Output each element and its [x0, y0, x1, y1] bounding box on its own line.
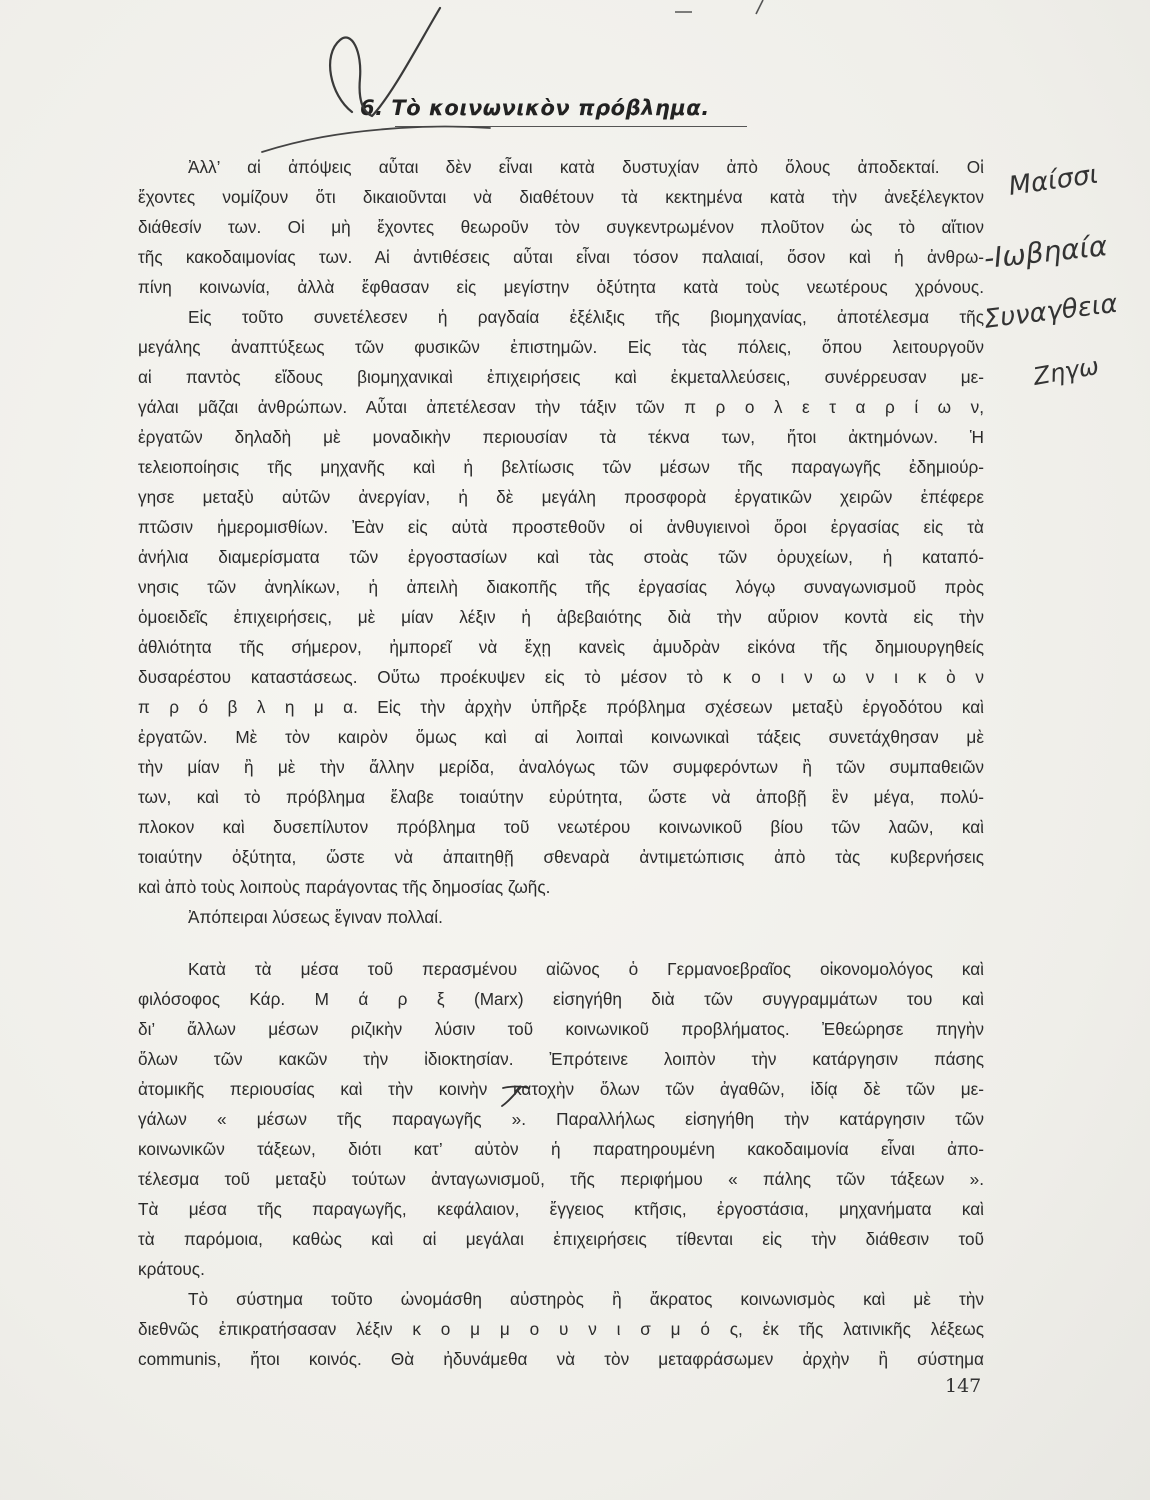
section-title: Τὸ κοινωνικὸν πρόβλημα. [391, 96, 710, 120]
text-line: ἐργατῶν. Μὲ τὸν καιρὸν ὅμως καὶ αἱ λοιπαὶ κοινωνικαὶ τάξεις συνετάχθησαν μὲ [138, 727, 984, 747]
text-line: communis, ἤτοι κοινός. Θὰ ἠδυνάμεθα νὰ τὸν μεταφράσωμεν ἀρχὴν ἢ σύστημα [138, 1349, 984, 1369]
text-line: διάθεσίν των. Οἱ μὴ ἔχοντες θεωροῦν τὸν συγκεντρωμένον πλοῦτον ὡς τὸ αἴτιον [138, 217, 984, 237]
text-line: πτῶσιν ἡμερομισθίων. Ἐὰν εἰς αὐτὰ προστεθοῦν οἱ ἀνθυγιεινοὶ ὅροι ἐργασίας εἰς τὰ [138, 517, 984, 537]
text-line: ὅλων τῶν κακῶν τὴν ἰδιοκτησίαν. Ἐπρότεινε λοιπὸν τὴν κατάργησιν πάσης [138, 1049, 984, 1069]
text-line: ἀνήλια διαμερίσματα τῶν ἐργοστασίων καὶ τὰς στοὰς τῶν ὀρυχείων, ἡ καταπό- [138, 547, 984, 567]
text-line: κράτους. [138, 1259, 205, 1279]
text-line: τελειοποίησις τῆς μηχανῆς καὶ ἡ βελτίωσις τῶν μέσων τῆς παραγωγῆς ἐδημιούρ- [138, 457, 984, 477]
text-line: δυσαρέστου καταστάσεως. Οὕτω προέκυψεν εἰς τὸ μέσον τὸ κ ο ι ν ω ν ι κ ὸ ν [138, 667, 984, 687]
page-number: 147 [945, 1375, 982, 1397]
text-line: ἀτομικῆς περιουσίας καὶ τὴν κοινὴν κατοχὴν ὅλων τῶν ἀγαθῶν, ἰδίᾳ δὲ τῶν με- [138, 1079, 984, 1099]
text-line: γησε μεταξὺ αὐτῶν ἀνεργίαν, ἡ δὲ μεγάλη προσφορὰ ἐργατικῶν χειρῶν ἐπέφερε [138, 487, 984, 507]
paragraph-gap [138, 932, 984, 954]
text-line: φιλόσοφος Κάρ. Μ ά ρ ξ (Marx) εἰσηγήθη διὰ τῶν συγγραμμάτων του καὶ [138, 989, 984, 1009]
text-line: τὴν μίαν ἢ μὲ τὴν ἄλλην μερίδα, ἀναλόγως τῶν συμφερόντων ἢ τῶν συμπαθειῶν [138, 757, 984, 777]
text-line: πίνη κοινωνία, ἀλλὰ ἔφθασαν εἰς μεγίστην ὀξύτητα κατὰ τοὺς νεωτέρους χρόνους. [138, 277, 984, 297]
text-line: τὰ παρόμοια, καθὼς καὶ αἱ μεγάλαι ἐπιχειρήσεις τίθενται εἰς τὴν διάθεσιν τοῦ [138, 1229, 984, 1249]
text-line: μεγάλης ἀναπτύξεως τῶν φυσικῶν ἐπιστημῶν. Εἰς τὰς πόλεις, ὅπου λειτουργοῦν [138, 337, 984, 357]
text-line: τέλεσμα τοῦ μεταξὺ τούτων ἀνταγωνισμοῦ, τῆς περιφήμου « πάλης τῶν τάξεων ». [138, 1169, 984, 1189]
margin-note-4: Ζηγω [1031, 351, 1101, 391]
text-line: γάλων « μέσων τῆς παραγωγῆς ». Παραλλήλως εἰσηγήθη τὴν κατάργησιν τῶν [138, 1109, 984, 1129]
text-line: τοιαύτην ὀξύτητα, ὥστε νὰ ἀπαιτηθῇ σθεναρὰ ἀντιμετώπισις ἀπὸ τὰς κυβερνήσεις [138, 847, 984, 867]
margin-note-3: Συναγθεια [982, 288, 1120, 335]
text-line: ἀθλιότητα τῆς σήμερον, ἠμπορεῖ νὰ ἔχῃ κανεὶς ἀμυδρὰν εἰκόνα τῆς δημιουργηθείς [138, 637, 984, 657]
text-line: γάλαι μᾶζαι ἀνθρώπων. Αὗται ἀπετέλεσαν τὴν τάξιν τῶν π ρ ο λ ε τ α ρ ί ω ν, [138, 397, 984, 417]
text-line: ἔχοντες νομίζουν ὅτι δικαιοῦνται νὰ διαθέτουν τὰ κεκτημένα κατὰ τὴν ἀνεξέλεγκτον [138, 187, 984, 207]
text-line: Εἰς τοῦτο συνετέλεσεν ἡ ραγδαία ἐξέλιξις τῆς βιομηχανίας, ἀποτέλεσμα τῆς [188, 307, 984, 327]
text-line: δι’ ἄλλων μέσων ριζικὴν λύσιν τοῦ κοινωνικοῦ προβλήματος. Ἐθεώρησε πηγὴν [138, 1019, 984, 1039]
section-number: 6. [360, 96, 384, 120]
text-line: διεθνῶς ἐπικρατήσασαν λέξιν κ ο μ μ ο υ ν ι σ μ ό ς, ἐκ τῆς λατινικῆς λέξεως [138, 1319, 984, 1339]
handwritten-underline-stroke [262, 127, 490, 153]
text-line: Ἀπόπειραι λύσεως ἔγιναν πολλαί. [188, 907, 443, 927]
section-heading [360, 96, 710, 120]
text-line: Ἀλλ’ αἱ ἀπόψεις αὗται δὲν εἶναι κατὰ δυστυχίαν ἀπὸ ὅλους ἀποδεκταί. Οἱ [188, 157, 984, 177]
text-line: των, καὶ τὸ πρόβλημα ἔλαβε τοιαύτην εὐρύτητα, ὥστε νὰ ἀποβῇ ἓν μέγα, πολύ- [138, 787, 984, 807]
text-line: ὁμοειδεῖς ἐπιχειρήσεις, μὲ μίαν λέξιν ἡ ἀβεβαιότης διὰ τὴν αὔριον κοντὰ εἰς τὴν [138, 607, 984, 627]
margin-note-1: Μαίσσι [1006, 159, 1101, 202]
text-line: π ρ ό β λ η μ α. Εἰς τὴν ἀρχὴν ὑπῆρξε πρόβλημα σχέσεων μεταξὺ ἐργοδότου καὶ [138, 697, 984, 717]
text-line: ἐργατῶν δηλαδὴ μὲ μοναδικὴν περιουσίαν τὰ τέκνα των, ἤτοι ἀκτημόνων. Ἡ [138, 427, 984, 447]
text-line: νησις τῶν ἀνηλίκων, ἡ ἀπειλὴ διακοπῆς τῆς ἐργασίας λόγῳ συναγωνισμοῦ πρὸς [138, 577, 984, 597]
text-line: πλοκον καὶ δυσεπίλυτον πρόβλημα τοῦ νεωτέρου κοινωνικοῦ βίου τῶν λαῶν, καὶ [138, 817, 984, 837]
text-line: αἱ παντὸς εἴδους βιομηχανικαὶ ἐπιχειρήσεις καὶ ἐκμεταλλεύσεις, συνέρρευσαν με- [138, 367, 984, 387]
heading-underline [395, 126, 747, 127]
margin-note-2: -Ιωβηαία [982, 229, 1109, 275]
text-line: Κατὰ τὰ μέσα τοῦ περασμένου αἰῶνος ὁ Γερμανοεβραῖος οἰκονομολόγος καὶ [188, 959, 984, 979]
text-line: τῆς κακοδαιμονίας των. Αἱ ἀντιθέσεις αὗται εἶναι τόσον παλαιαί, ὅσον καὶ ἡ ἀνθρω- [138, 247, 984, 267]
body-text [138, 152, 984, 1374]
text-line: Τὰ μέσα τῆς παραγωγῆς, κεφάλαιον, ἔγγειος κτῆσις, ἐργοστάσια, μηχανήματα καὶ [138, 1199, 984, 1219]
text-line: κοινωνικῶν τάξεων, διότι κατ’ αὐτὸν ἡ παρατηρουμένη κακοδαιμονία εἶναι ἀπο- [138, 1139, 984, 1159]
text-line: Τὸ σύστημα τοῦτο ὠνομάσθη αὐστηρὸς ἢ ἄκρατος κοινωνισμὸς καὶ μὲ τὴν [188, 1289, 984, 1309]
text-line: καὶ ἀπὸ τοὺς λοιποὺς παράγοντας τῆς δημοσίας ζωῆς. [138, 877, 551, 897]
top-edge-tick [756, 0, 763, 14]
